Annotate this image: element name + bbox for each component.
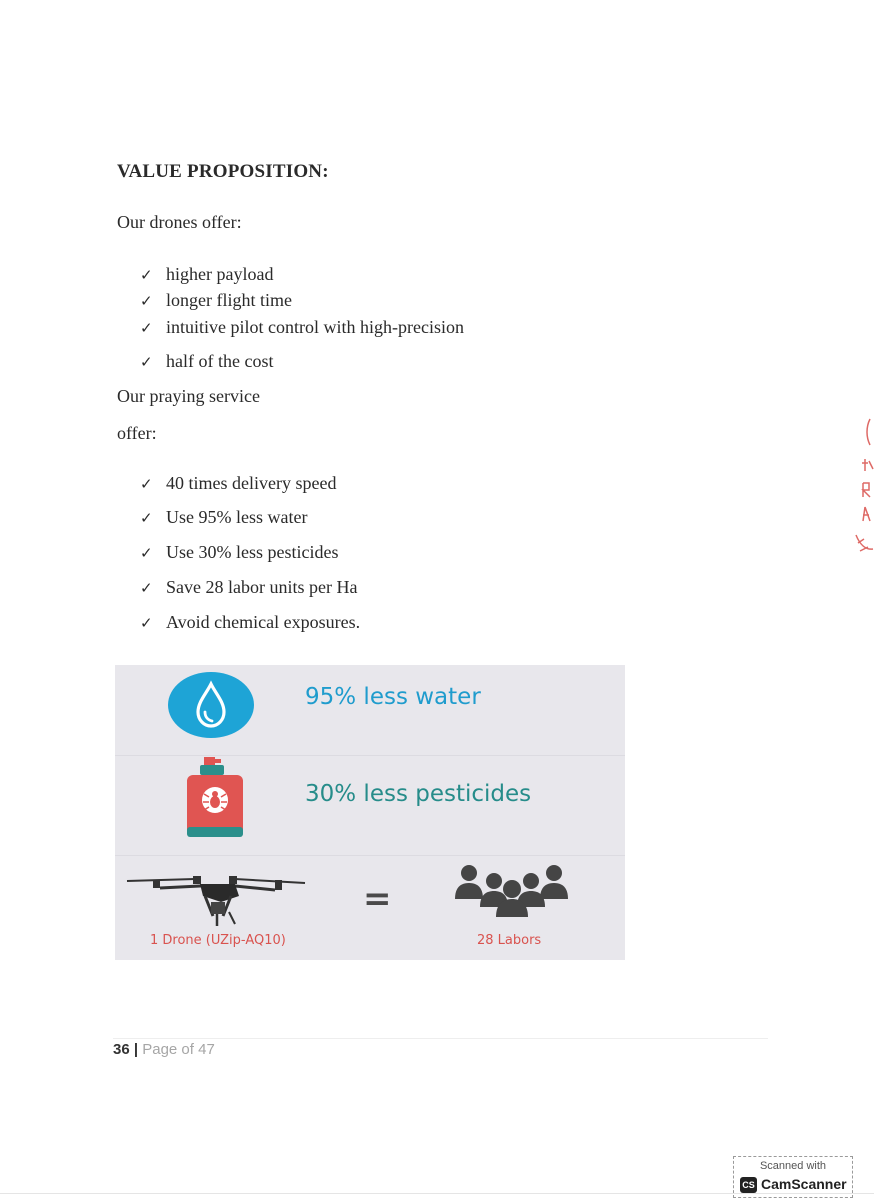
drones-intro: Our drones offer: — [117, 212, 242, 232]
water-drop-icon — [168, 672, 254, 738]
page-footer — [113, 1041, 215, 1058]
drone-icon — [125, 868, 310, 928]
list-item: ✓ Use 30% less pesticides — [140, 542, 339, 562]
checkmark-icon: ✓ — [140, 475, 153, 493]
checkmark-icon: ✓ — [140, 353, 153, 371]
checkmark-icon: ✓ — [140, 319, 153, 337]
camscanner-watermark — [733, 1156, 853, 1198]
checkmark-icon: ✓ — [140, 266, 153, 284]
checkmark-icon: ✓ — [140, 292, 153, 310]
section-heading: VALUE PROPOSITION: — [117, 161, 329, 182]
page-bottom-line — [0, 1193, 874, 1194]
checkmark-icon: ✓ — [140, 579, 153, 597]
list-item: ✓ half of the cost — [140, 351, 274, 371]
labor-caption: 28 Labors — [477, 933, 542, 948]
page-number: 36 — [113, 1041, 130, 1058]
checkmark-icon: ✓ — [140, 509, 153, 527]
checkmark-icon: ✓ — [140, 544, 153, 562]
checkmark-icon: ✓ — [140, 614, 153, 632]
service-intro-line1: Our praying service — [117, 386, 260, 406]
pesticide-bottle-icon — [185, 755, 245, 839]
scanned-with-text: Scanned with — [759, 1160, 827, 1172]
people-group-icon — [451, 863, 576, 921]
list-item: ✓ Use 95% less water — [140, 507, 308, 527]
water-savings-label: 95% less water — [305, 684, 481, 710]
red-stamp-mark — [852, 415, 874, 560]
list-item: ✓ longer flight time — [140, 290, 292, 310]
benefits-infographic — [115, 665, 625, 960]
footer-divider — [113, 1038, 768, 1039]
footer-separator: | — [133, 1041, 139, 1058]
service-intro-line2: offer: — [117, 423, 157, 443]
list-item: ✓ intuitive pilot control with high-precision — [140, 317, 464, 337]
camscanner-brand: CamScanner — [761, 1176, 847, 1192]
list-item: ✓ Save 28 labor units per Ha — [140, 577, 358, 597]
page-label: Page of 47 — [142, 1041, 215, 1058]
camscanner-logo-icon: CS — [740, 1177, 757, 1193]
pesticide-savings-label: 30% less pesticides — [305, 781, 532, 807]
equals-sign: = — [363, 879, 392, 919]
drone-caption: 1 Drone (UZip-AQ10) — [150, 933, 286, 948]
list-item: ✓ Avoid chemical exposures. — [140, 612, 361, 632]
list-item: ✓ higher payload — [140, 264, 274, 284]
list-item: ✓ 40 times delivery speed — [140, 473, 337, 493]
